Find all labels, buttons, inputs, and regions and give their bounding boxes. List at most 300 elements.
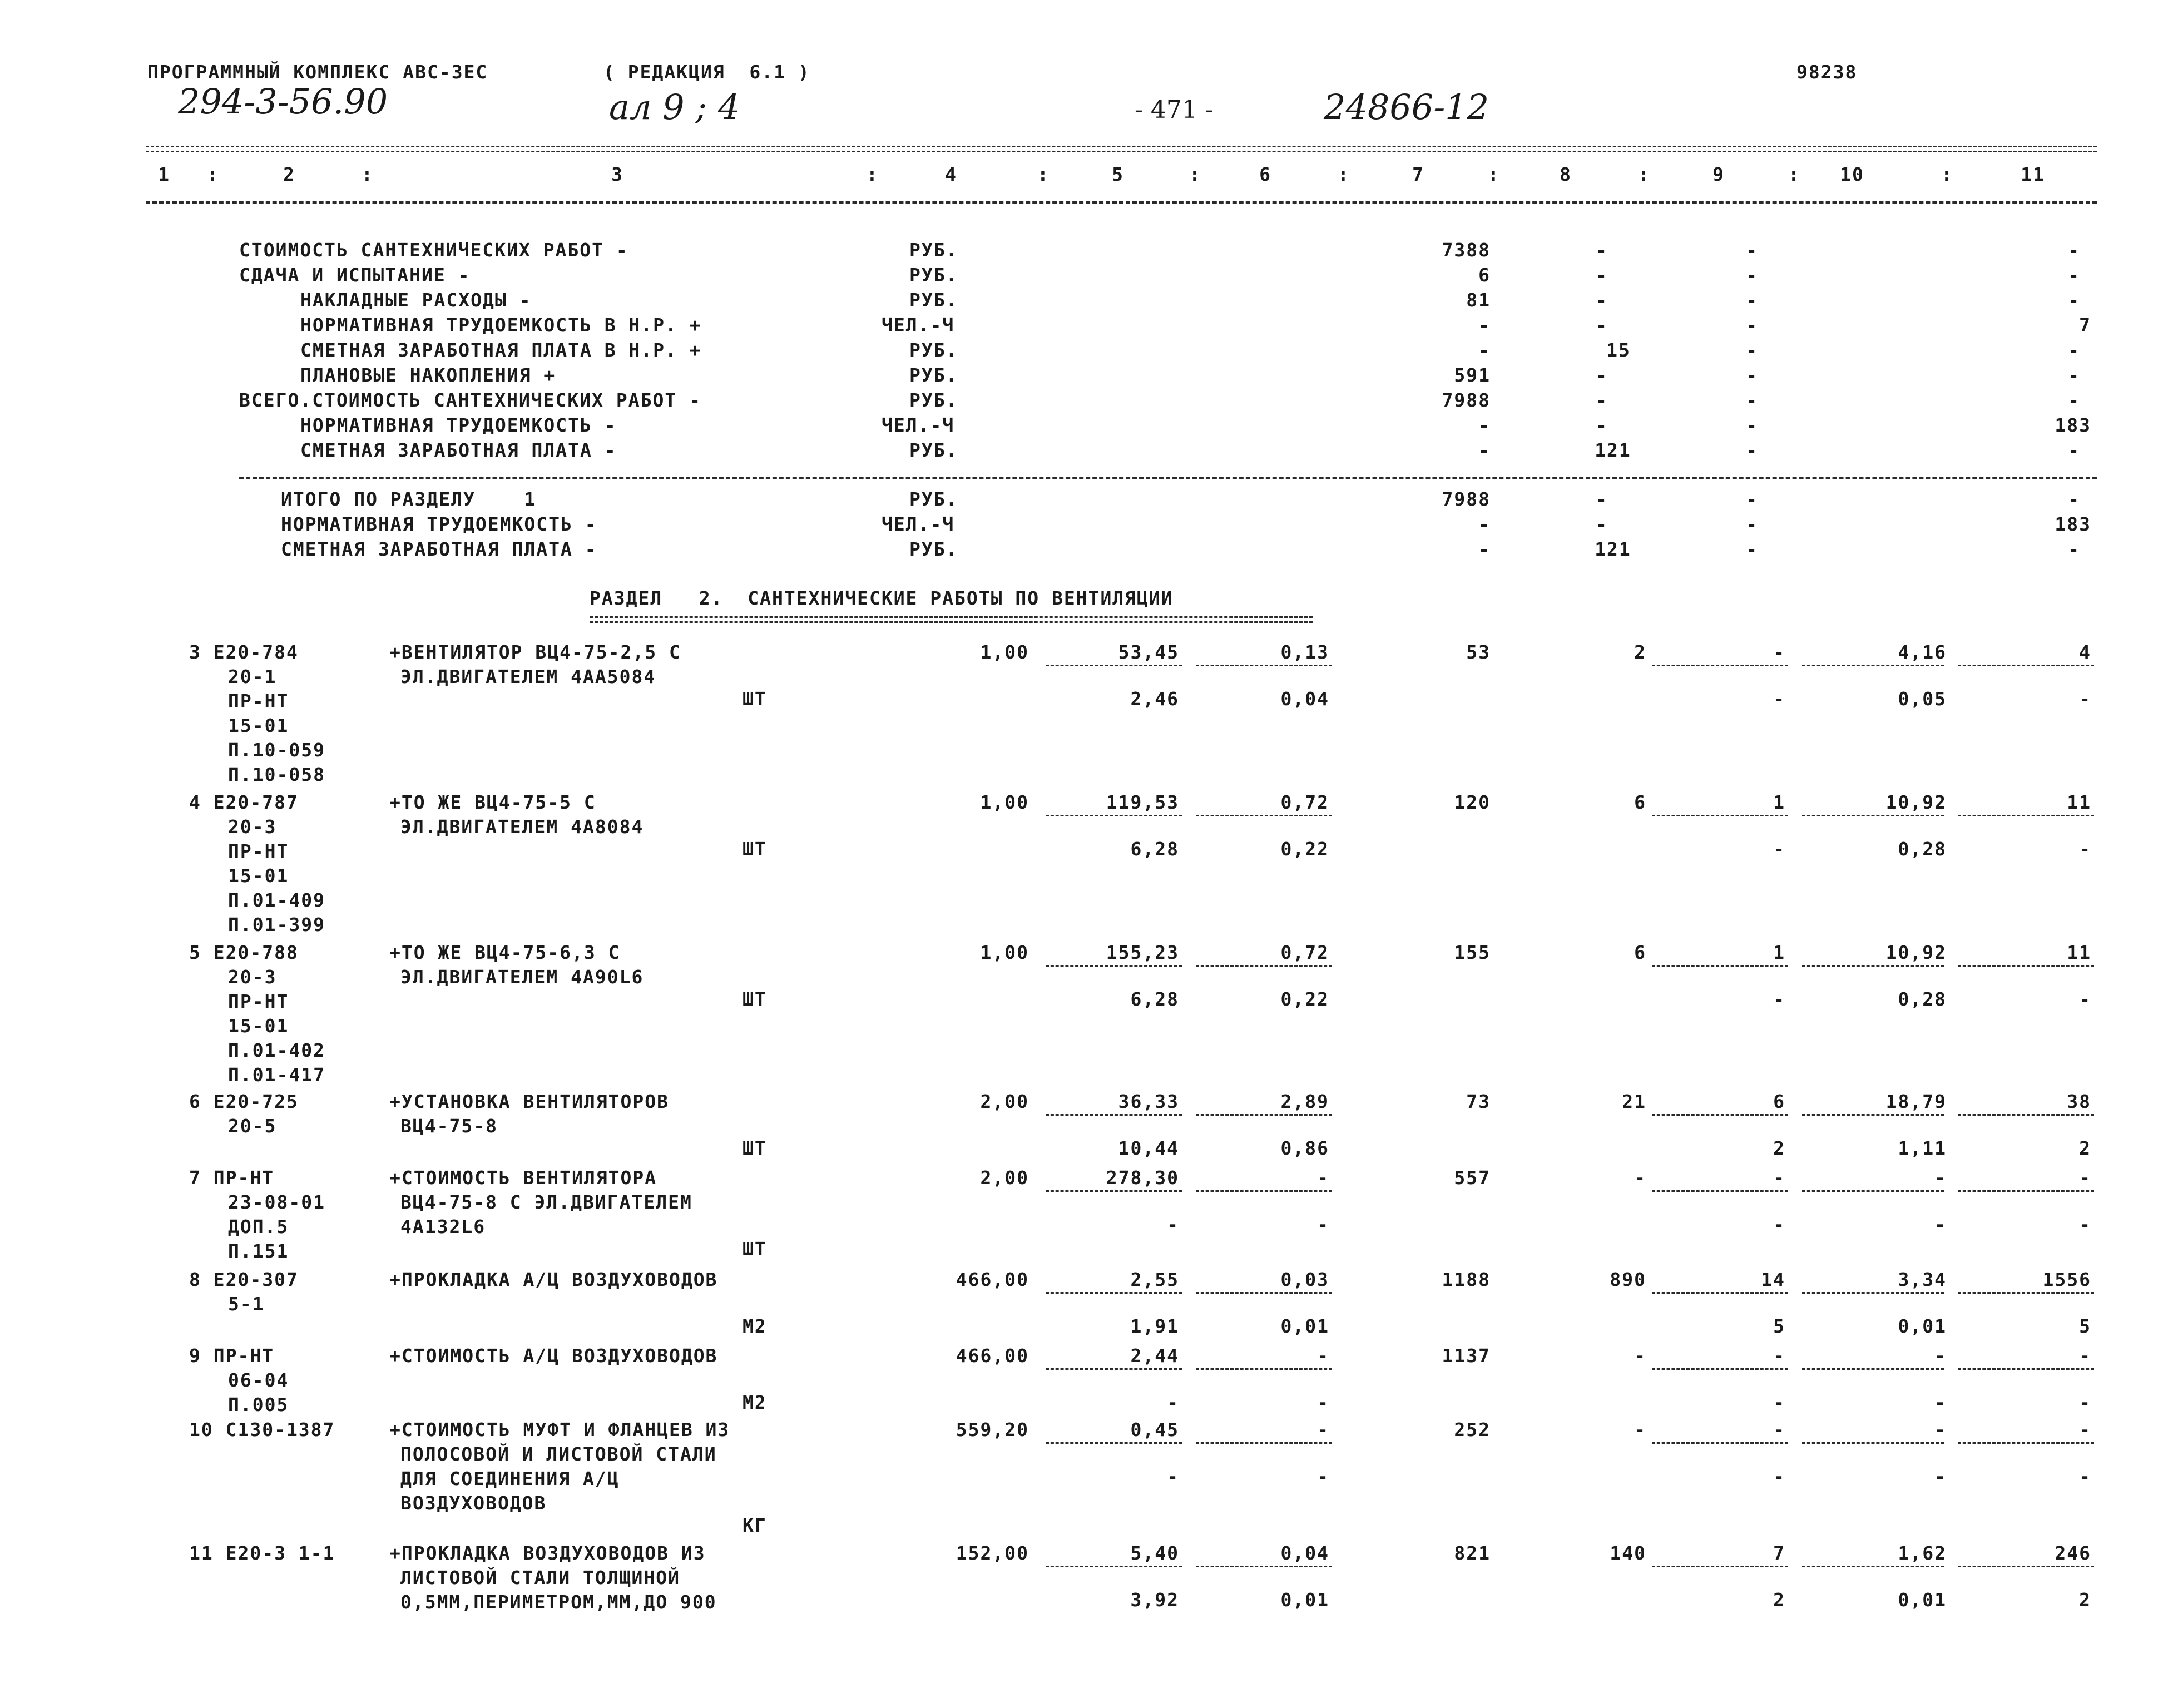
item-description: +ТО ЖЕ ВЦ4-75-5 С <box>389 791 596 813</box>
item-divider <box>1652 1190 1788 1192</box>
section-title: РАЗДЕЛ 2. САНТЕХНИЧЕСКИЕ РАБОТЫ ПО ВЕНТИЛЯЦИИ <box>590 587 1174 609</box>
item-c7: 252 <box>1454 1419 1491 1440</box>
column-separator: : <box>1189 164 1201 185</box>
summary-col7: 7388 <box>1442 239 1491 261</box>
item-c9: - <box>1773 641 1785 663</box>
item-c6b: 0,01 <box>1280 1589 1329 1611</box>
item-divider <box>1802 1114 1944 1116</box>
item-c11b: - <box>2079 988 2091 1010</box>
item-quantity: 466,00 <box>956 1345 1029 1367</box>
section-total-col8: - <box>1596 513 1608 535</box>
summary-col7: - <box>1478 339 1491 361</box>
summary-col9: - <box>1746 314 1758 336</box>
section-title-underline <box>590 616 1313 623</box>
column-separator: : <box>1488 164 1500 185</box>
item-c5: 0,45 <box>1130 1419 1179 1440</box>
item-quantity: 2,00 <box>980 1167 1029 1189</box>
summary-unit: ЧЕЛ.-Ч <box>882 314 955 336</box>
item-divider <box>1802 1442 1944 1444</box>
summary-unit: РУБ. <box>909 389 958 411</box>
item-c6b: 0,22 <box>1280 838 1329 860</box>
section-total-col7: - <box>1478 513 1491 535</box>
item-description: ДЛЯ СОЕДИНЕНИЯ А/Ц <box>400 1468 620 1489</box>
item-c10: - <box>1934 1167 1947 1189</box>
item-divider <box>1196 965 1332 967</box>
item-c11: 4 <box>2079 641 2091 663</box>
item-divider <box>1958 965 2094 967</box>
item-c5: 2,44 <box>1130 1345 1179 1367</box>
item-divider <box>1196 1368 1332 1370</box>
item-c11: 1556 <box>2042 1269 2091 1290</box>
item-c11: 11 <box>2067 942 2091 963</box>
item-divider <box>1196 1114 1332 1116</box>
item-ref: 5-1 <box>228 1293 265 1315</box>
summary-col7: - <box>1478 439 1491 461</box>
item-c8: - <box>1634 1167 1646 1189</box>
item-unit: ШТ <box>743 1137 767 1159</box>
item-c9b: - <box>1773 1466 1785 1487</box>
item-c8: 6 <box>1634 942 1646 963</box>
rule-above-section-total <box>239 477 2097 479</box>
item-c10: 1,62 <box>1898 1542 1947 1564</box>
item-divider <box>1652 1566 1788 1567</box>
item-unit: ШТ <box>743 688 767 710</box>
item-c9: 1 <box>1773 942 1785 963</box>
item-c6b: - <box>1317 1214 1329 1235</box>
item-c10b: 0,28 <box>1898 988 1947 1010</box>
item-c10b: - <box>1934 1214 1947 1235</box>
item-divider <box>1046 1292 1182 1294</box>
item-description: +ВЕНТИЛЯТОР ВЦ4-75-2,5 С <box>389 641 681 663</box>
item-unit: ШТ <box>743 988 767 1010</box>
item-c7: 821 <box>1454 1542 1491 1564</box>
item-ref: П.01-417 <box>228 1064 325 1086</box>
summary-label: НОРМАТИВНАЯ ТРУДОЕМКОСТЬ В Н.Р. + <box>300 314 702 336</box>
item-c11: 246 <box>2055 1542 2091 1564</box>
item-c10b: 1,11 <box>1898 1137 1947 1159</box>
item-c5: 155,23 <box>1106 942 1179 963</box>
column-header: 3 <box>611 164 623 185</box>
item-divider <box>1196 815 1332 816</box>
summary-col7: 591 <box>1454 364 1491 386</box>
item-c5b: 10,44 <box>1118 1137 1179 1159</box>
item-description: +УСТАНОВКА ВЕНТИЛЯТОРОВ <box>389 1091 669 1112</box>
item-divider <box>1958 1292 2094 1294</box>
item-divider <box>1958 815 2094 816</box>
summary-col7: - <box>1478 314 1491 336</box>
section-total-col11: - <box>2068 538 2080 560</box>
item-divider <box>1802 965 1944 967</box>
item-ref: 20-3 <box>228 966 277 988</box>
item-ref: ПР-НТ <box>228 991 289 1012</box>
page-number: - 471 - <box>1135 96 1214 124</box>
section-total-unit: ЧЕЛ.-Ч <box>882 513 955 535</box>
summary-label: ВСЕГО.СТОИМОСТЬ САНТЕХНИЧЕСКИХ РАБОТ - <box>239 389 701 411</box>
column-separator: : <box>1338 164 1350 185</box>
item-c10: - <box>1934 1419 1947 1440</box>
item-unit: ШТ <box>743 838 767 860</box>
handwritten-album: ал 9 ; 4 <box>609 87 740 127</box>
summary-col11: - <box>2068 439 2080 461</box>
item-ref: 06-04 <box>228 1369 289 1391</box>
item-c6: - <box>1317 1419 1329 1440</box>
section-total-col9: - <box>1746 488 1758 510</box>
section-total-col11: 183 <box>2055 513 2091 535</box>
summary-col11: 183 <box>2055 414 2091 436</box>
item-c7: 155 <box>1454 942 1491 963</box>
item-divider <box>1802 815 1944 816</box>
summary-unit: РУБ. <box>909 239 958 261</box>
summary-col11: - <box>2068 364 2080 386</box>
summary-col8: - <box>1596 389 1608 411</box>
item-c5b: 6,28 <box>1130 988 1179 1010</box>
item-ref: П.151 <box>228 1240 289 1262</box>
item-ref: 20-3 <box>228 816 277 838</box>
item-c10: 10,92 <box>1885 942 1947 963</box>
handwritten-project-code: 294-3-56.90 <box>178 81 388 122</box>
item-ref: 10 С130-1387 <box>189 1419 335 1440</box>
item-c11: 38 <box>2067 1091 2091 1112</box>
item-quantity: 2,00 <box>980 1091 1029 1112</box>
item-c6b: 0,22 <box>1280 988 1329 1010</box>
item-divider <box>1046 665 1182 666</box>
item-description: ВЦ4-75-8 <box>400 1115 498 1137</box>
item-c6: 0,72 <box>1280 791 1329 813</box>
item-c6: 2,89 <box>1280 1091 1329 1112</box>
summary-unit: РУБ. <box>909 264 958 286</box>
summary-col9: - <box>1746 339 1758 361</box>
item-quantity: 466,00 <box>956 1269 1029 1290</box>
item-ref: 7 ПР-НТ <box>189 1167 275 1189</box>
item-unit: КГ <box>743 1514 767 1536</box>
column-header: 6 <box>1259 164 1271 185</box>
item-description: ЭЛ.ДВИГАТЕЛЕМ 4А8084 <box>400 816 644 838</box>
item-ref: ПР-НТ <box>228 840 289 862</box>
item-quantity: 1,00 <box>980 791 1029 813</box>
item-c11b: 2 <box>2079 1589 2091 1611</box>
column-separator: : <box>1037 164 1050 185</box>
item-quantity: 1,00 <box>980 641 1029 663</box>
item-ref: 5 Е20-788 <box>189 942 299 963</box>
summary-col7: - <box>1478 414 1491 436</box>
item-c9b: - <box>1773 988 1785 1010</box>
section-total-unit: РУБ. <box>909 538 958 560</box>
item-c8: 21 <box>1622 1091 1646 1112</box>
item-divider <box>1958 1566 2094 1567</box>
item-c9: - <box>1773 1167 1785 1189</box>
item-c10b: 0,28 <box>1898 838 1947 860</box>
item-description: ЛИСТОВОЙ СТАЛИ ТОЛЩИНОЙ <box>400 1567 680 1588</box>
summary-col9: - <box>1746 364 1758 386</box>
item-ref: П.01-409 <box>228 889 325 911</box>
item-c11b: - <box>2079 1214 2091 1235</box>
handwritten-registration-number: 24866-12 <box>1324 87 1489 127</box>
column-separator: : <box>1941 164 1953 185</box>
item-c10: 10,92 <box>1885 791 1947 813</box>
item-description: ПОЛОСОВОЙ И ЛИСТОВОЙ СТАЛИ <box>400 1443 717 1465</box>
summary-col9: - <box>1746 414 1758 436</box>
item-c9: 1 <box>1773 791 1785 813</box>
summary-col9: - <box>1746 264 1758 286</box>
item-c9b: - <box>1773 1392 1785 1413</box>
column-separator: : <box>362 164 374 185</box>
item-c5: 5,40 <box>1130 1542 1179 1564</box>
item-ref: 3 Е20-784 <box>189 641 299 663</box>
item-divider <box>1802 1190 1944 1192</box>
item-c11b: - <box>2079 688 2091 710</box>
item-c9b: - <box>1773 1214 1785 1235</box>
section-total-col7: - <box>1478 538 1491 560</box>
item-ref: 6 Е20-725 <box>189 1091 299 1112</box>
section-total-unit: РУБ. <box>909 488 958 510</box>
summary-col11: - <box>2068 239 2080 261</box>
item-description: ВОЗДУХОВОДОВ <box>400 1492 547 1514</box>
item-c5b: 1,91 <box>1130 1315 1179 1337</box>
item-c10b: 0,05 <box>1898 688 1947 710</box>
item-unit: М2 <box>743 1392 767 1413</box>
item-divider <box>1046 1368 1182 1370</box>
item-c9b: - <box>1773 688 1785 710</box>
item-c7: 1188 <box>1442 1269 1491 1290</box>
section-total-label: СМЕТНАЯ ЗАРАБОТНАЯ ПЛАТА - <box>281 538 597 560</box>
item-c8: - <box>1634 1345 1646 1367</box>
item-divider <box>1652 965 1788 967</box>
column-header: 7 <box>1412 164 1424 185</box>
summary-col8: - <box>1596 289 1608 311</box>
item-c9b: 5 <box>1773 1315 1785 1337</box>
item-ref: П.10-059 <box>228 739 325 761</box>
summary-col11: - <box>2068 389 2080 411</box>
section-total-label: ИТОГО ПО РАЗДЕЛУ 1 <box>281 488 537 510</box>
summary-label: СМЕТНАЯ ЗАРАБОТНАЯ ПЛАТА В Н.Р. + <box>300 339 702 361</box>
item-c5: 278,30 <box>1106 1167 1179 1189</box>
item-c7: 557 <box>1454 1167 1491 1189</box>
item-ref: П.10-058 <box>228 764 325 785</box>
item-c8: 2 <box>1634 641 1646 663</box>
item-divider <box>1802 1368 1944 1370</box>
item-c5: 2,55 <box>1130 1269 1179 1290</box>
item-divider <box>1046 1566 1182 1567</box>
summary-col8: 15 <box>1606 339 1631 361</box>
item-divider <box>1958 1190 2094 1192</box>
summary-label: НАКЛАДНЫЕ РАСХОДЫ - <box>300 289 532 311</box>
document-code: 98238 <box>1796 61 1858 83</box>
summary-col11: 7 <box>2079 314 2091 336</box>
item-c6: - <box>1317 1345 1329 1367</box>
item-c11b: - <box>2079 838 2091 860</box>
item-c6b: 0,04 <box>1280 688 1329 710</box>
item-ref: ПР-НТ <box>228 690 289 712</box>
summary-col7: 6 <box>1478 264 1491 286</box>
item-c10b: - <box>1934 1466 1947 1487</box>
item-c5: 53,45 <box>1118 641 1179 663</box>
summary-col8: 121 <box>1595 439 1631 461</box>
item-divider <box>1802 1292 1944 1294</box>
item-c10b: - <box>1934 1392 1947 1413</box>
column-header: 10 <box>1840 164 1864 185</box>
item-c11b: - <box>2079 1392 2091 1413</box>
item-description: ВЦ4-75-8 С ЭЛ.ДВИГАТЕЛЕМ <box>400 1191 692 1213</box>
section-total-label: НОРМАТИВНАЯ ТРУДОЕМКОСТЬ - <box>281 513 597 535</box>
item-c10: 4,16 <box>1898 641 1947 663</box>
item-quantity: 1,00 <box>980 942 1029 963</box>
item-c6: 0,72 <box>1280 942 1329 963</box>
item-divider <box>1652 1442 1788 1444</box>
item-description: +СТОИМОСТЬ А/Ц ВОЗДУХОВОДОВ <box>389 1345 718 1367</box>
section-total-col11: - <box>2068 488 2080 510</box>
item-divider <box>1958 1114 2094 1116</box>
item-divider <box>1196 1292 1332 1294</box>
item-c6: 0,03 <box>1280 1269 1329 1290</box>
item-ref: 20-1 <box>228 666 277 687</box>
item-description: +ПРОКЛАДКА А/Ц ВОЗДУХОВОДОВ <box>389 1269 718 1290</box>
item-c9b: - <box>1773 838 1785 860</box>
item-c7: 120 <box>1454 791 1491 813</box>
column-separator: : <box>1638 164 1650 185</box>
item-quantity: 152,00 <box>956 1542 1029 1564</box>
summary-col8: - <box>1596 364 1608 386</box>
item-c5b: 6,28 <box>1130 838 1179 860</box>
item-c10: 18,79 <box>1885 1091 1947 1112</box>
item-c11: - <box>2079 1167 2091 1189</box>
item-c9b: 2 <box>1773 1589 1785 1611</box>
item-divider <box>1652 1114 1788 1116</box>
item-c10b: 0,01 <box>1898 1315 1947 1337</box>
summary-label: ПЛАНОВЫЕ НАКОПЛЕНИЯ + <box>300 364 556 386</box>
item-ref: 15-01 <box>228 715 289 736</box>
item-description: 0,5ММ,ПЕРИМЕТРОМ,ММ,ДО 900 <box>400 1591 717 1613</box>
column-header: 2 <box>283 164 295 185</box>
item-c8: 140 <box>1610 1542 1646 1564</box>
rule-top <box>146 146 2097 152</box>
item-description: +СТОИМОСТЬ МУФТ И ФЛАНЦЕВ ИЗ <box>389 1419 730 1440</box>
item-divider <box>1196 1190 1332 1192</box>
column-header: 11 <box>2021 164 2045 185</box>
item-c9: - <box>1773 1345 1785 1367</box>
item-description: 4А132L6 <box>400 1216 486 1237</box>
item-divider <box>1196 1566 1332 1567</box>
item-ref: 20-5 <box>228 1115 277 1137</box>
summary-col11: - <box>2068 264 2080 286</box>
item-c11b: 5 <box>2079 1315 2091 1337</box>
summary-unit: ЧЕЛ.-Ч <box>882 414 955 436</box>
item-c6: 0,04 <box>1280 1542 1329 1564</box>
item-divider <box>1802 665 1944 666</box>
column-header: 1 <box>158 164 170 185</box>
item-divider <box>1046 1190 1182 1192</box>
rule-below-header <box>146 201 2097 204</box>
item-description: +ПРОКЛАДКА ВОЗДУХОВОДОВ ИЗ <box>389 1542 706 1564</box>
item-divider <box>1196 665 1332 666</box>
summary-col7: 7988 <box>1442 389 1491 411</box>
summary-col11: - <box>2068 289 2080 311</box>
summary-col11: - <box>2068 339 2080 361</box>
summary-col8: - <box>1596 239 1608 261</box>
item-c5b: - <box>1167 1392 1179 1413</box>
item-c5b: - <box>1167 1466 1179 1487</box>
summary-col9: - <box>1746 239 1758 261</box>
summary-label: НОРМАТИВНАЯ ТРУДОЕМКОСТЬ - <box>300 414 617 436</box>
item-c6b: - <box>1317 1466 1329 1487</box>
item-c11b: 2 <box>2079 1137 2091 1159</box>
item-ref: 8 Е20-307 <box>189 1269 299 1290</box>
item-unit: М2 <box>743 1315 767 1337</box>
item-divider <box>1046 815 1182 816</box>
item-divider <box>1652 665 1788 666</box>
column-separator: : <box>207 164 219 185</box>
item-c11: - <box>2079 1345 2091 1367</box>
summary-col7: 81 <box>1466 289 1491 311</box>
item-c9: 14 <box>1761 1269 1785 1290</box>
item-ref: П.01-402 <box>228 1039 325 1061</box>
item-c7: 73 <box>1466 1091 1491 1112</box>
summary-label: СТОИМОСТЬ САНТЕХНИЧЕСКИХ РАБОТ - <box>239 239 628 261</box>
item-c11: 11 <box>2067 791 2091 813</box>
item-divider <box>1652 1368 1788 1370</box>
item-c5b: 3,92 <box>1130 1589 1179 1611</box>
column-header: 4 <box>945 164 957 185</box>
item-description: +СТОИМОСТЬ ВЕНТИЛЯТОРА <box>389 1167 657 1189</box>
item-c5: 36,33 <box>1118 1091 1179 1112</box>
item-c11: - <box>2079 1419 2091 1440</box>
section-total-col8: - <box>1596 488 1608 510</box>
summary-unit: РУБ. <box>909 339 958 361</box>
column-header: 5 <box>1112 164 1124 185</box>
summary-col8: - <box>1596 314 1608 336</box>
item-divider <box>1652 815 1788 816</box>
item-c7: 1137 <box>1442 1345 1491 1367</box>
item-c7: 53 <box>1466 641 1491 663</box>
item-c10b: 0,01 <box>1898 1589 1947 1611</box>
item-c5b: - <box>1167 1214 1179 1235</box>
item-c11b: - <box>2079 1466 2091 1487</box>
item-c8: - <box>1634 1419 1646 1440</box>
summary-col9: - <box>1746 439 1758 461</box>
summary-col8: - <box>1596 414 1608 436</box>
item-c6: - <box>1317 1167 1329 1189</box>
item-ref: 15-01 <box>228 1015 289 1037</box>
item-divider <box>1196 1442 1332 1444</box>
item-c9: 7 <box>1773 1542 1785 1564</box>
item-divider <box>1046 1442 1182 1444</box>
section-total-col9: - <box>1746 513 1758 535</box>
column-separator: : <box>1788 164 1800 185</box>
summary-col9: - <box>1746 389 1758 411</box>
item-description: ЭЛ.ДВИГАТЕЛЕМ 4А90L6 <box>400 966 644 988</box>
item-divider <box>1958 665 2094 666</box>
item-ref: 4 Е20-787 <box>189 791 299 813</box>
item-divider <box>1802 1566 1944 1567</box>
item-c5: 119,53 <box>1106 791 1179 813</box>
section-total-col8: 121 <box>1595 538 1631 560</box>
item-quantity: 559,20 <box>956 1419 1029 1440</box>
item-divider <box>1958 1442 2094 1444</box>
item-ref: 23-08-01 <box>228 1191 325 1213</box>
summary-label: СМЕТНАЯ ЗАРАБОТНАЯ ПЛАТА - <box>300 439 617 461</box>
summary-unit: РУБ. <box>909 439 958 461</box>
item-c9: 6 <box>1773 1091 1785 1112</box>
item-c8: 6 <box>1634 791 1646 813</box>
item-c8: 890 <box>1610 1269 1646 1290</box>
column-header: 8 <box>1560 164 1572 185</box>
item-c10: 3,34 <box>1898 1269 1947 1290</box>
item-ref: 9 ПР-НТ <box>189 1345 275 1367</box>
item-c10: - <box>1934 1345 1947 1367</box>
item-description: ЭЛ.ДВИГАТЕЛЕМ 4АА5084 <box>400 666 656 687</box>
item-divider <box>1046 965 1182 967</box>
program-name: ПРОГРАММНЫЙ КОМПЛЕКС АВС-ЗЕС <box>147 61 488 83</box>
item-ref: 11 Е20-3 1-1 <box>189 1542 335 1564</box>
